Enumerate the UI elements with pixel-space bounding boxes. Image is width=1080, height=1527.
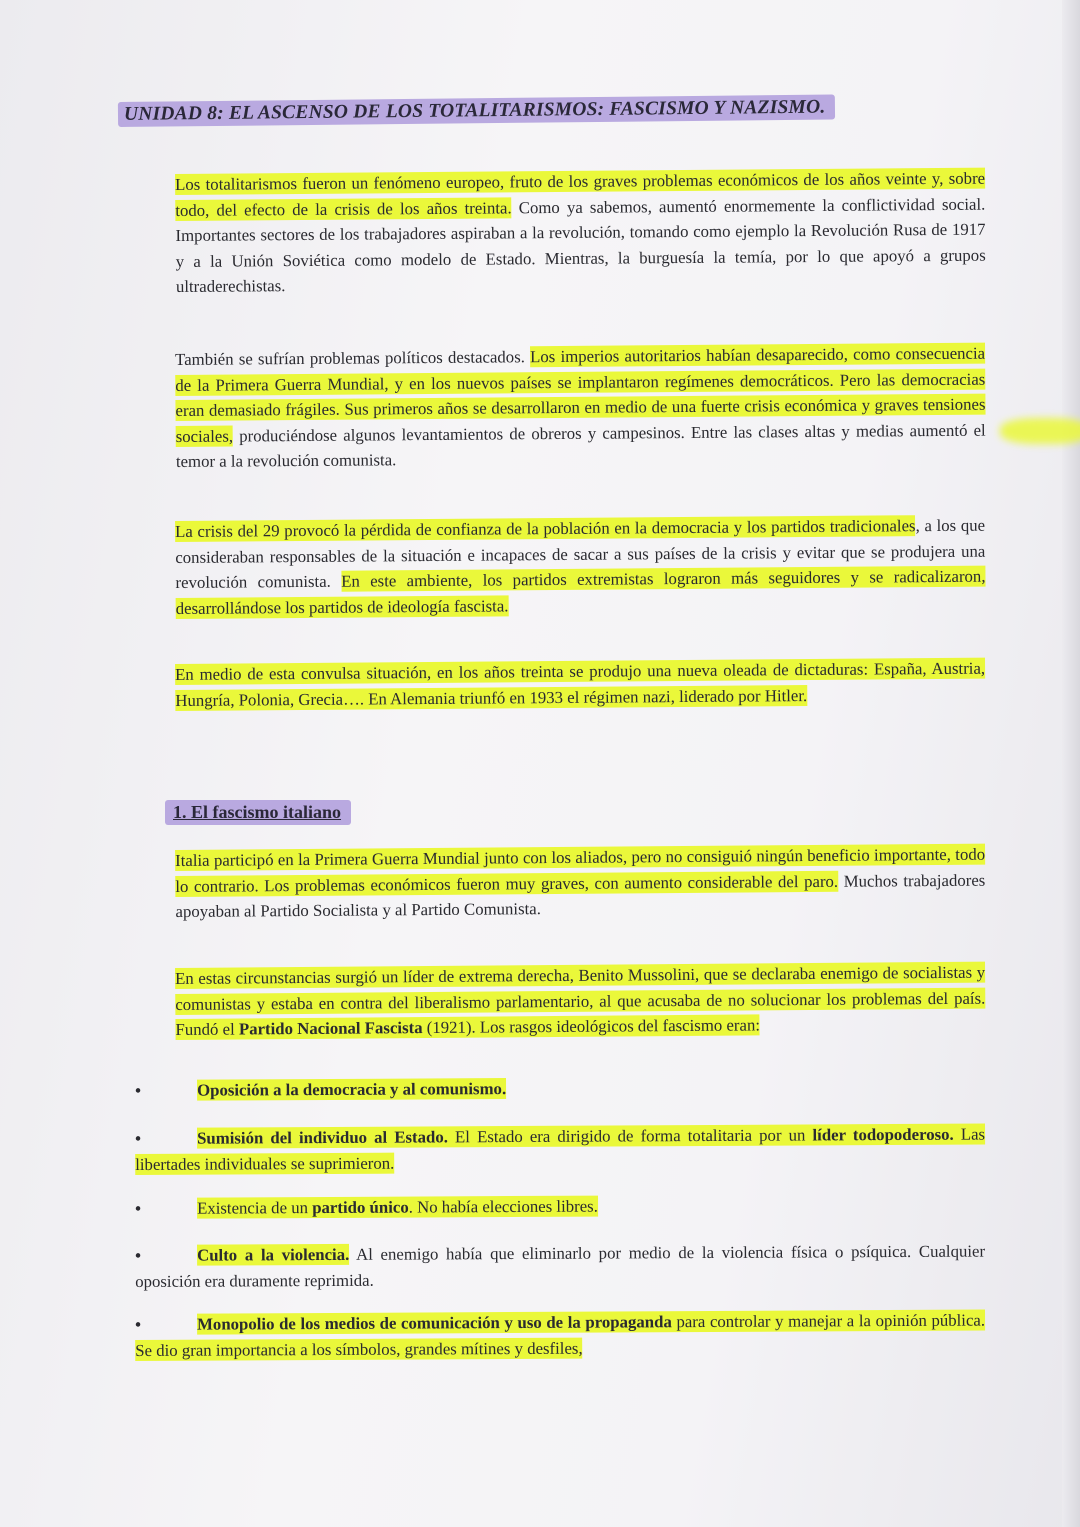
- bold-term: Culto a la violencia.: [197, 1244, 350, 1265]
- section-title-text: 1. El fascismo italiano: [165, 800, 351, 825]
- bullet-marker: •: [135, 1128, 142, 1148]
- intro-paragraph-4: [175, 656, 985, 713]
- intro-paragraph-1: [175, 166, 986, 300]
- bullet-text: Las libertades individuales se suprimieron.: [135, 1124, 986, 1174]
- paragraph-text: , a los que consideraban responsables de la situación e incapaces de sacar a sus países de la crisis y evitar que se produjera una revolución comunista.: [175, 515, 986, 592]
- bullet-marker: •: [135, 1314, 142, 1334]
- paragraph-text: Muchos trabajadores apoyaban al Partido Socialista y al Partido Comunista.: [175, 870, 986, 921]
- bullet-item-1: [135, 1074, 985, 1104]
- bullet-marker: •: [135, 1198, 142, 1218]
- bold-term: líder todopoderoso.: [812, 1124, 954, 1145]
- bullet-item-3: [135, 1192, 985, 1222]
- highlighted-text: En este ambiente, los partidos extremistas lograron más seguidores y se radicalizaron, desarrollándose los partidos de ideología fascista.: [175, 566, 986, 618]
- highlighted-text: Los totalitarismos fueron un fenómeno europeo, fruto de los graves problemas económicos de los años veinte y, sobre todo, del efecto de la crisis de los años treinta.: [175, 168, 986, 220]
- highlighted-text: [197, 1244, 349, 1266]
- paragraph-text: produciéndose algunos levantamientos de obreros y campesinos. Entre las clases altas y medias aumentó el temor a la revolución comunista.: [175, 420, 986, 471]
- highlighted-text: La crisis del 29 provocó la pérdida de confianza de la población en la democracia y los partidos tradicionales: [175, 516, 916, 541]
- paragraph-text: Como ya sabemos, aumentó enormemente la conflictividad social. Importantes sectores de los trabajadores aspiraban a la revolución, tomando como ejemplo la Revolución Rusa de 1917 y a la Unión Soviética como modelo de Estado. Mientras, la burguesía la temía, por lo que apoyó a grupos ultraderechistas.: [175, 194, 986, 296]
- highlighted-text: [135, 1124, 985, 1175]
- highlighted-text: [197, 1196, 598, 1219]
- bold-term: partido único: [312, 1197, 409, 1218]
- section-paragraph-2: [175, 960, 986, 1043]
- bullet-text: Al enemigo había que eliminarlo por medio de la violencia física o psíquica. Cualquier oposición era duramente reprimida.: [135, 1241, 986, 1291]
- highlighted-text: [135, 1310, 985, 1361]
- section-title-fascismo-italiano: [165, 802, 351, 823]
- bullet-text: El Estado era dirigido de forma totalitaria por un: [447, 1125, 813, 1147]
- intro-paragraph-3: [175, 513, 986, 621]
- intro-paragraph-2: [175, 341, 986, 475]
- highlighted-text: En medio de esta convulsa situación, en los años treinta se produjo una nueva oleada de dictaduras: España, Austria, Hungría, Polonia, Grecia…. En Alemania triunfó en 1933 el régimen nazi, liderado por Hitler.: [175, 658, 986, 710]
- bullet-item-5: [135, 1308, 985, 1363]
- bullet-marker: •: [135, 1245, 142, 1265]
- paragraph-text: (1921). Los rasgos ideológicos del fascismo eran:: [422, 1015, 761, 1038]
- highlighter-smudge: [1000, 418, 1080, 444]
- highlighted-text: Italia participó en la Primera Guerra Mundial junto con los aliados, pero no consiguió ningún beneficio importante, todo lo contrario. Los problemas económicos fueron muy graves, con aumento considerable del paro.: [175, 844, 986, 896]
- page-edge-shadow: [1062, 0, 1080, 1527]
- section-paragraph-1: [175, 842, 986, 925]
- bullet-item-4: [135, 1239, 985, 1294]
- unit-title-text: UNIDAD 8: EL ASCENSO DE LOS TOTALITARISMOS: FASCISMO Y NAZISMO.: [118, 94, 836, 127]
- paragraph-text: En estas circunstancias surgió un líder de extrema derecha, Benito Mussolini, que se declaraba enemigo de socialistas y comunistas y estaba en contra del liberalismo parlamentario, al que acusaba de no solucionar los problemas del país. Fundó el: [175, 962, 986, 1039]
- bullet-marker: •: [135, 1080, 142, 1100]
- unit-title: [118, 95, 978, 126]
- bullet-text: Existencia de un: [197, 1198, 313, 1218]
- bullet-item-2: [135, 1122, 985, 1177]
- highlighted-text: [175, 962, 985, 1040]
- bullet-text: . No había elecciones libres.: [408, 1196, 598, 1217]
- bold-term: Partido Nacional Fascista: [238, 1018, 423, 1039]
- highlighted-text: [197, 1078, 506, 1101]
- bullet-text: para controlar y manejar a la opinión pública. Se dio gran importancia a los símbolos, grandes mítines y desfiles,: [135, 1310, 986, 1360]
- bold-term: Monopolio de los medios de comunicación y uso de la propaganda: [197, 1312, 672, 1334]
- bold-term: Sumisión del individuo al Estado.: [197, 1127, 448, 1148]
- bold-term: Oposición a la democracia y al comunismo.: [197, 1079, 507, 1100]
- paragraph-text: También se sufrían problemas políticos destacados.: [175, 347, 531, 369]
- highlighted-text: Los imperios autoritarios habían desaparecido, como consecuencia de la Primera Guerra Mundial, y en los nuevos países se implantaron regímenes democráticos. Pero las democracias eran demasiado frágiles. Sus primeros años se desarrollaron en medio de una fuerte crisis económica y graves tensiones sociales,: [175, 343, 986, 446]
